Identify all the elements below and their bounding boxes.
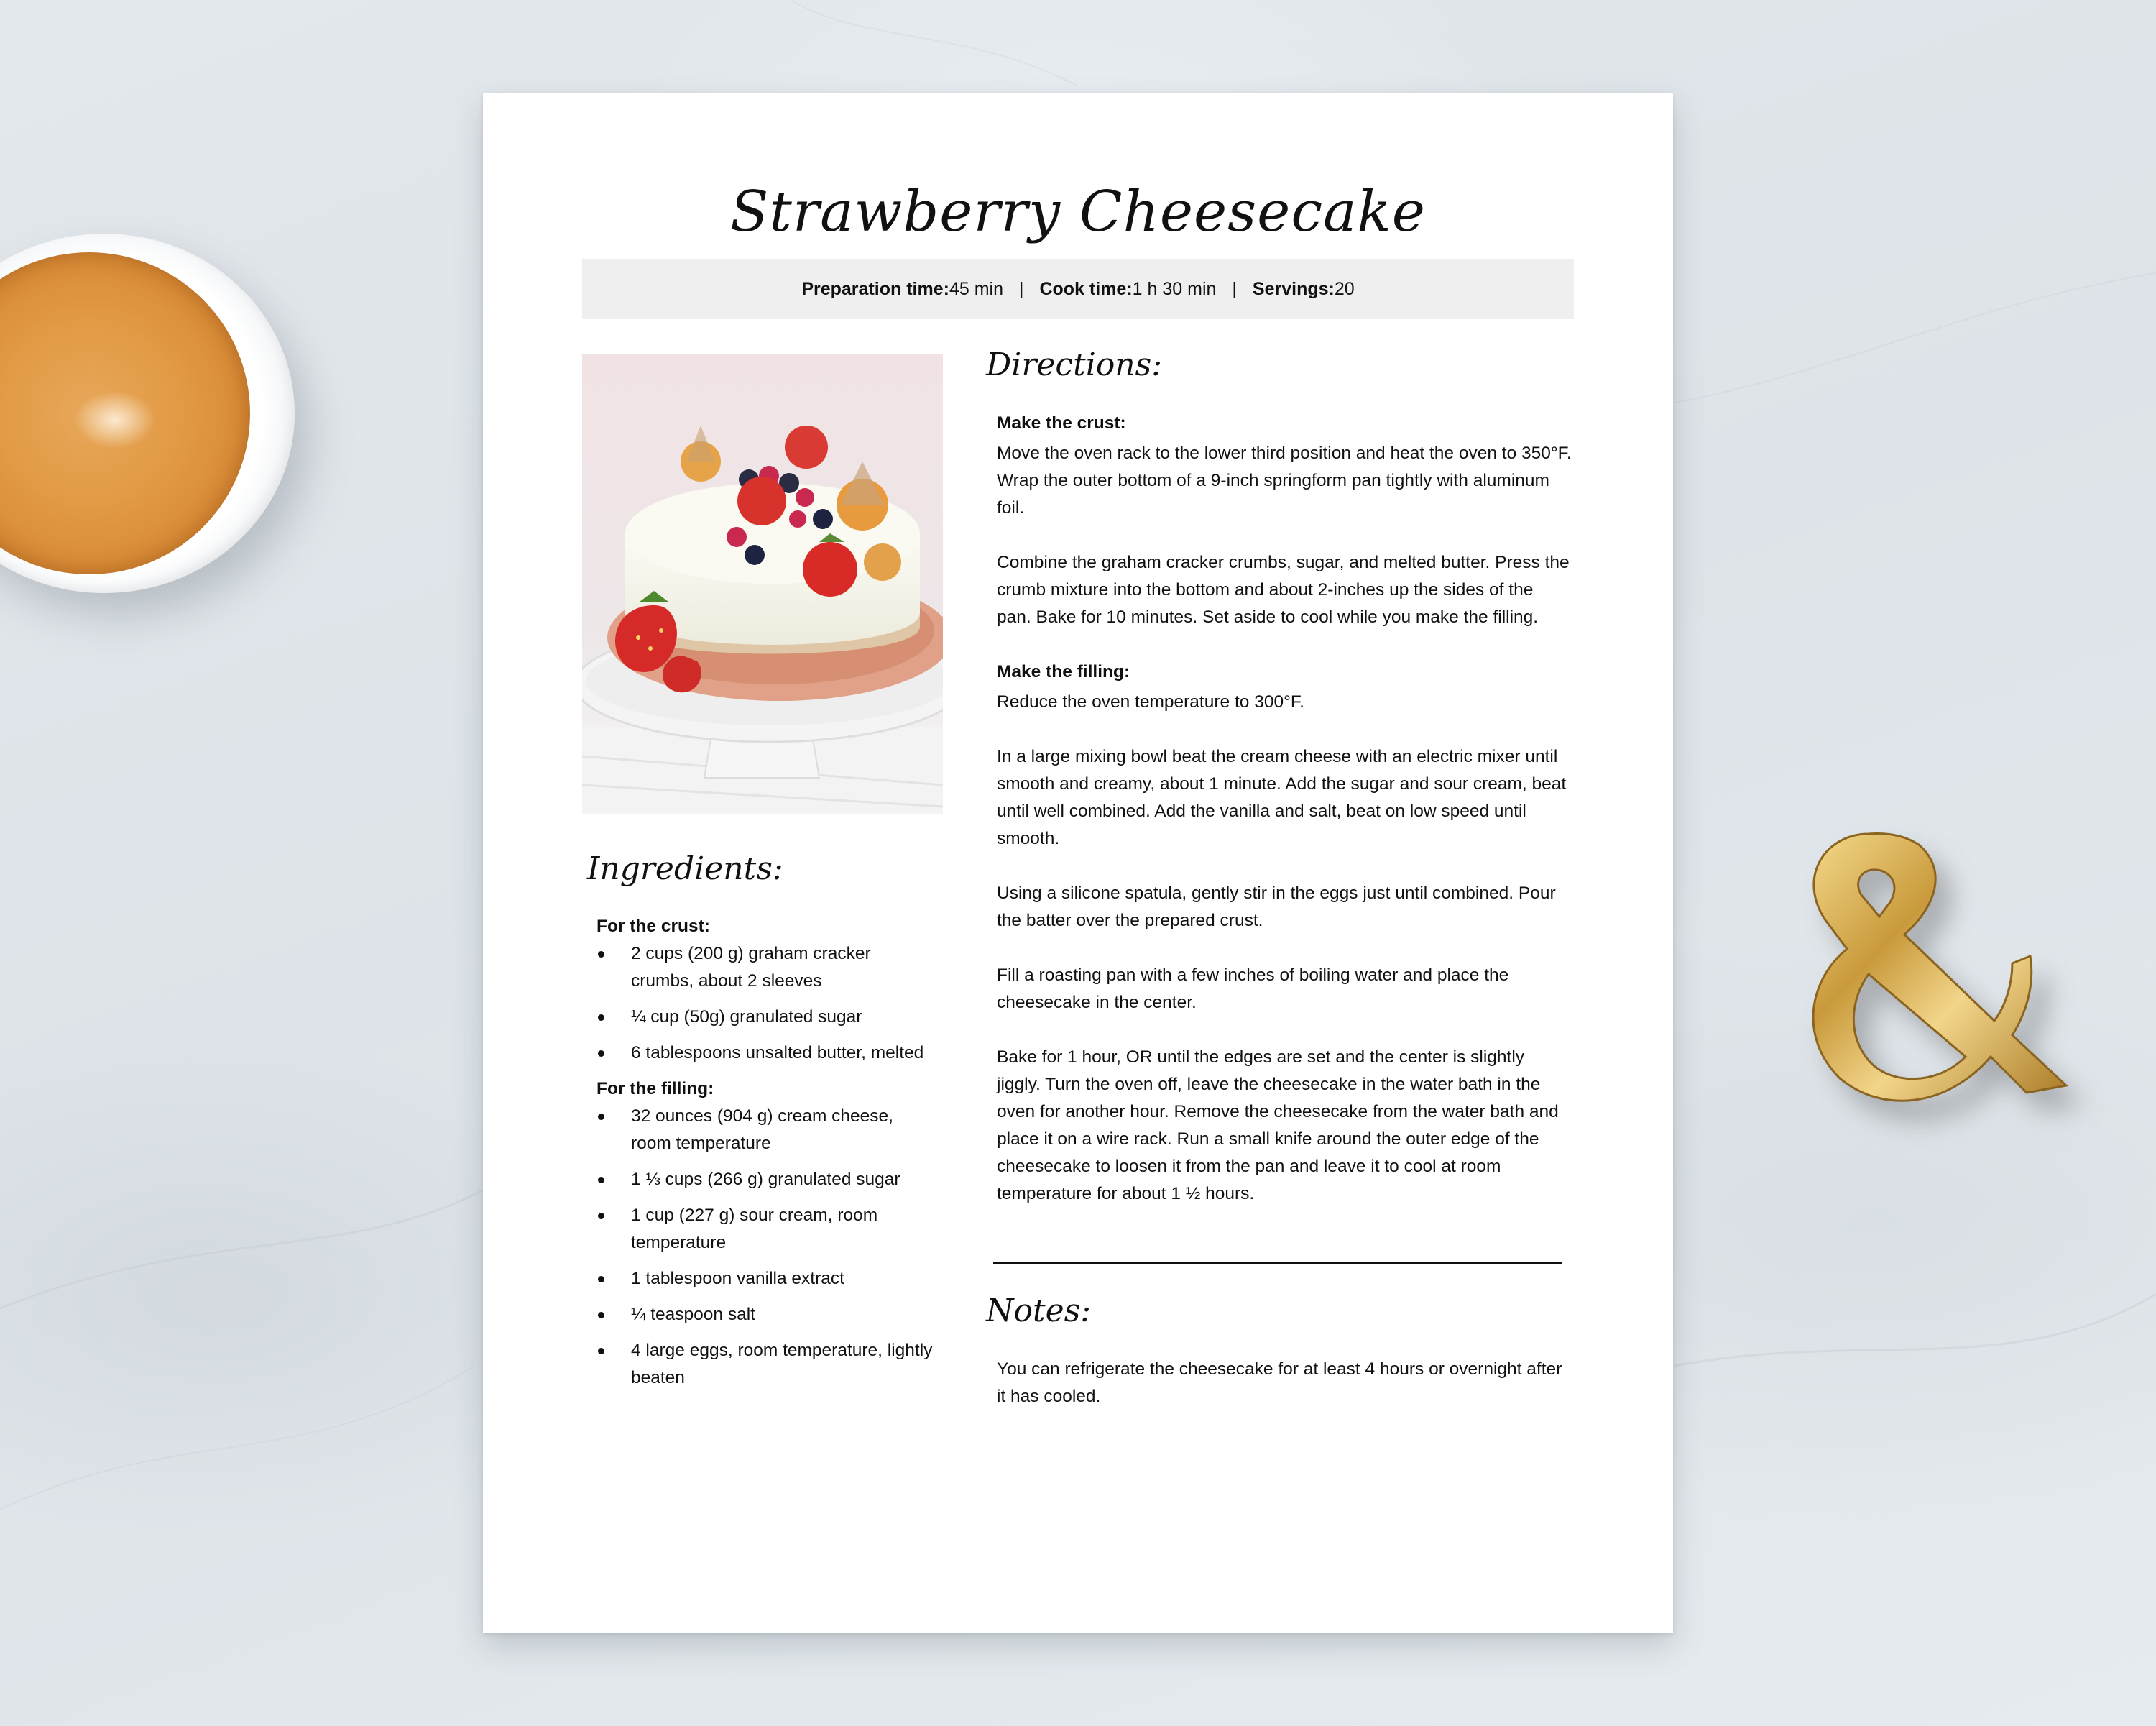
coffee-cup: [0, 234, 295, 593]
direction-step: Using a silicone spatula, gently stir in the eggs just until combined. Pour the batter over the prepared crust.: [997, 883, 1556, 930]
cook-time-value: 1 h 30 min: [1132, 278, 1217, 299]
list-item: 1 ⅓ cups (266 g) granulated sugar: [596, 1166, 934, 1193]
servings-label: Servings:: [1252, 278, 1335, 299]
list-item: 4 large eggs, room temperature, lightly beaten: [596, 1337, 934, 1392]
info-separator: |: [1018, 278, 1024, 299]
directions-section: [997, 410, 1572, 1208]
direction-step: Reduce the oven temperature to 300°F.: [997, 692, 1304, 712]
notes-heading: Notes:: [986, 1293, 1092, 1329]
direction-step: In a large mixing bowl beat the cream cheese with an electric mixer until smooth and creamy, about 1 minute. Add the sugar and sour cream, beat until well combined. Add the vanilla and salt, beat on low speed until smooth.: [997, 747, 1567, 848]
list-item: ¼ teaspoon salt: [596, 1301, 934, 1328]
directions-heading: Directions:: [986, 346, 1163, 383]
list-item: 1 cup (227 g) sour cream, room temperature: [596, 1202, 934, 1257]
crust-directions-title: Make the crust:: [997, 413, 1126, 433]
filling-ingredients-list: [596, 1103, 934, 1392]
prep-time-value: 45 min: [949, 278, 1003, 299]
direction-step: Fill a roasting pan with a few inches of boiling water and place the cheesecake in the center.: [997, 965, 1509, 1012]
info-separator: |: [1232, 278, 1237, 299]
crust-ingredients-title: For the crust:: [596, 917, 710, 936]
coffee-surface: [0, 252, 250, 574]
list-item: 2 cups (200 g) graham cracker crumbs, about 2 sleeves: [596, 940, 934, 995]
list-item: 1 tablespoon vanilla extract: [596, 1265, 934, 1293]
crust-ingredients-list: [596, 940, 934, 1067]
cheesecake-photo: [582, 354, 943, 814]
recipe-info-bar: [582, 259, 1574, 319]
servings-value: 20: [1334, 278, 1355, 299]
direction-step: Bake for 1 hour, OR until the edges are set and the center is slightly jiggly. Turn the oven off, leave the cheesecake in the water bath in the oven for another hour. Remove the cheesecake from the water bath and place it on a wire rack. Run a small knife around the outer edge of the cheesecake to loosen it from the pan and leave it to cool at room temperature for about 1 ½ hours.: [997, 1047, 1559, 1203]
cook-time-label: Cook time:: [1039, 278, 1133, 299]
ampersand-bottle-opener: [1782, 820, 2091, 1121]
notes-text: You can refrigerate the cheesecake for at least 4 hours or overnight after it has cooled.: [997, 1359, 1562, 1406]
list-item: 32 ounces (904 g) cream cheese, room temperature: [596, 1103, 934, 1157]
list-item: ¼ cup (50g) granulated sugar: [596, 1004, 934, 1031]
direction-step: Combine the graham cracker crumbs, sugar, and melted butter. Press the crumb mixture into the bottom and about 2-inches up the sides of the pan. Bake for 10 minutes. Set aside to cool while you make the filling.: [997, 553, 1570, 627]
recipe-title: Strawberry Cheesecake: [730, 180, 1426, 244]
direction-step: Move the oven rack to the lower third position and heat the oven to 350°F. Wrap the outer bottom of a 9-inch springform pan tightly with aluminum foil.: [997, 444, 1572, 518]
recipe-page: [483, 93, 1673, 1633]
filling-ingredients-title: For the filling:: [596, 1079, 714, 1098]
ingredients-heading: Ingredients:: [587, 850, 783, 887]
prep-time-label: Preparation time:: [801, 278, 949, 299]
filling-directions-title: Make the filling:: [997, 662, 1130, 681]
ingredients-section: [596, 913, 934, 1400]
list-item: 6 tablespoons unsalted butter, melted: [596, 1039, 934, 1067]
section-divider: [993, 1262, 1562, 1264]
